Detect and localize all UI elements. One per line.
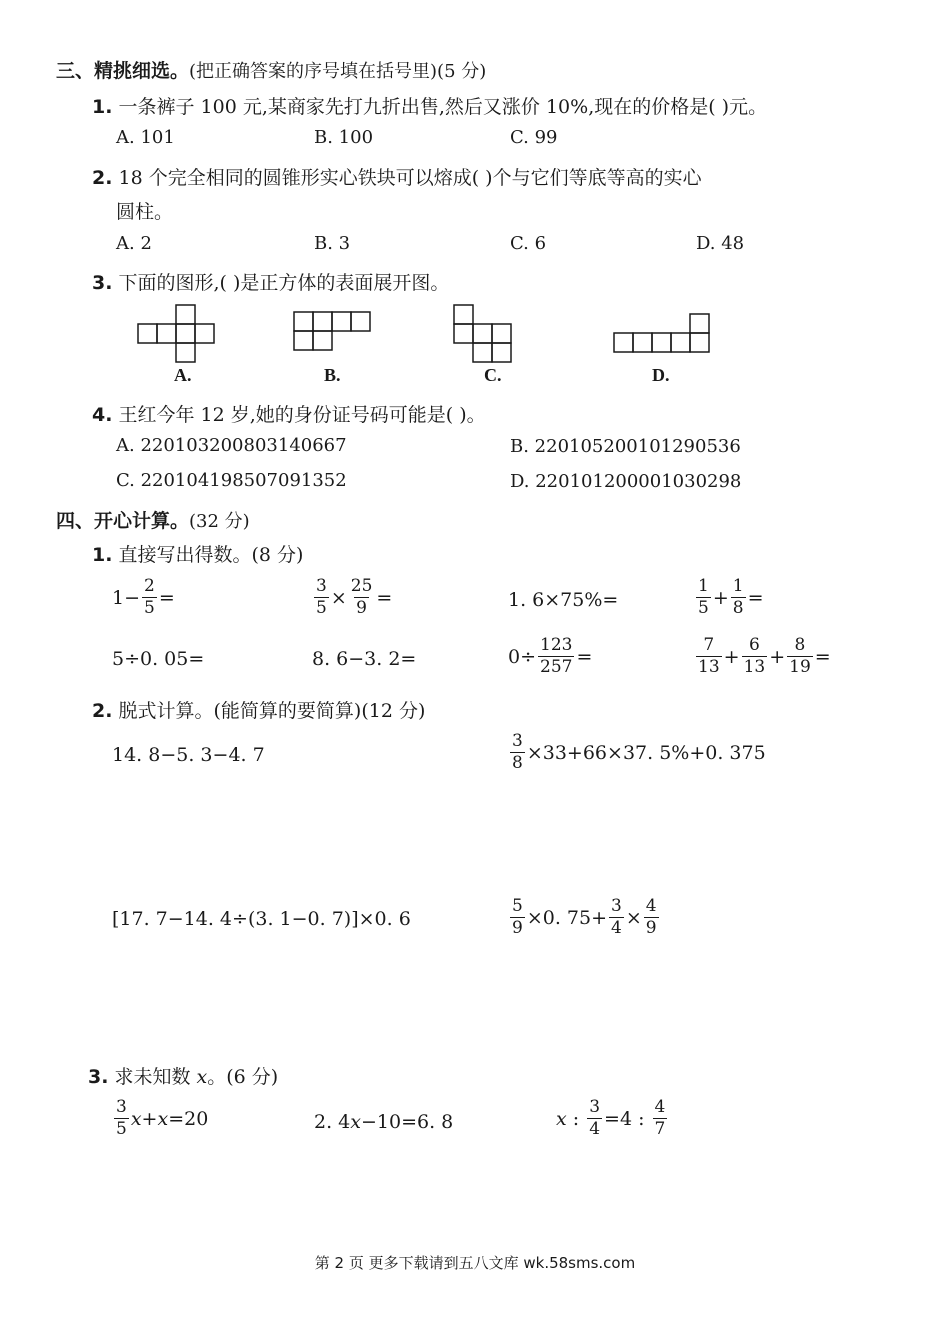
part-2-heading (92, 696, 425, 723)
net-figure-c (452, 304, 514, 364)
option-b: B. 100 (314, 127, 374, 148)
oral-calc-2: $\frac{3}{5}$ × $\frac{25}{9}$ = (316, 576, 393, 618)
question-number: 3. (92, 272, 113, 294)
option-a: A. 101 (116, 127, 175, 148)
fraction: $\frac{5}{9}$ (512, 896, 523, 938)
part-3-heading: 3. 求未知数 x。(6 分) (88, 1066, 279, 1088)
equation-3: x : $\frac{3}{4}$ =4 : $\frac{4}{7}$ (556, 1097, 666, 1139)
part-1-heading (92, 540, 303, 567)
oral-calc-5: 5÷0. 05= (112, 648, 205, 670)
section-3-note: (把正确答案的序号填在括号里)(5 分) (189, 61, 487, 82)
fraction: $\frac{7}{13}$ (698, 635, 720, 677)
section-4-heading (56, 506, 250, 533)
part-text: 脱式计算。(能简算的要简算)(12 分) (118, 700, 426, 722)
oral-calc-6: 8. 6−3. 2= (312, 648, 417, 670)
net-label-c: C. (484, 365, 502, 385)
page-footer: 第 2 页 更多下载请到五八文库 wk.58sms.com (314, 1254, 636, 1272)
oral-calc-7: 0÷ $\frac{123}{257}$ = (508, 635, 593, 677)
question-3 (92, 268, 449, 295)
question-number: 1. (92, 96, 113, 118)
question-4 (92, 400, 486, 427)
option-d: D. 48 (696, 233, 745, 254)
fraction: $\frac{1}{8}$ (732, 576, 744, 618)
option-a: A. 2 (116, 233, 152, 254)
part-text: 求未知数 (114, 1066, 197, 1088)
fraction: $\frac{3}{5}$ (116, 1097, 127, 1139)
step-calc-4: $\frac{5}{9}$ ×0. 75+ $\frac{3}{4}$ × $\frac{4}{9}$ (512, 896, 657, 938)
oral-calc-4: $\frac{1}{5}$ + $\frac{1}{8}$ = (698, 576, 764, 618)
oral-calc-8: $\frac{7}{13}$ + $\frac{6}{13}$ + $\frac{8}{19}$ = (698, 635, 831, 677)
fraction: $\frac{25}{9}$ (350, 576, 373, 618)
net-figure-a (136, 304, 216, 364)
question-number: 2. (92, 167, 113, 189)
question-number: 4. (92, 404, 113, 426)
fraction: $\frac{123}{257}$ (540, 635, 573, 677)
oral-calc-3: 1. 6×75%= (508, 589, 619, 611)
net-label-b: B. (324, 365, 341, 385)
option-c: C. 220104198507091352 (116, 470, 347, 491)
part-text: 直接写出得数。(8 分) (118, 544, 304, 566)
fraction: $\frac{4}{7}$ (654, 1097, 666, 1139)
section-4-note: (32 分) (189, 511, 250, 532)
net-figure-b (292, 310, 372, 352)
step-calc-2: $\frac{3}{8}$ ×33+66×37. 5%+0. 375 (512, 731, 766, 773)
part-number: 3. (88, 1066, 109, 1088)
option-c: C. 99 (510, 127, 558, 148)
option-b: B. 3 (314, 233, 351, 254)
question-text: 王红今年 12 岁,她的身份证号码可能是( )。 (118, 404, 486, 426)
section-3-title: 三、精挑细选。 (56, 60, 190, 82)
question-2 (92, 163, 702, 190)
fraction: $\frac{6}{13}$ (743, 635, 766, 677)
option-c: C. 6 (510, 233, 547, 254)
part-number: 2. (92, 700, 113, 722)
option-a: A. 220103200803140667 (116, 435, 347, 456)
fraction: $\frac{2}{5}$ (144, 576, 155, 618)
question-text-cont: 圆柱。 (116, 201, 174, 223)
fraction: $\frac{8}{19}$ (789, 635, 811, 677)
step-calc-1: 14. 8−5. 3−4. 7 (112, 744, 265, 766)
oral-calc-1: 1− $\frac{2}{5}$ = (112, 576, 175, 618)
fraction: $\frac{3}{5}$ (316, 576, 327, 618)
equation-1: $\frac{3}{5}$ x + x =20 (116, 1097, 209, 1139)
fraction: $\frac{3}{8}$ (512, 731, 523, 773)
fraction: $\frac{1}{5}$ (698, 576, 709, 618)
section-3-heading (56, 56, 486, 83)
fraction: $\frac{3}{4}$ (611, 896, 622, 938)
question-text: 下面的图形,( )是正方体的表面展开图。 (118, 272, 450, 294)
fraction: $\frac{4}{9}$ (645, 896, 657, 938)
net-label-d: D. (652, 365, 670, 385)
question-text: 一条裤子 100 元,某商家先打九折出售,然后又涨价 10%,现在的价格是( )元。 (118, 96, 768, 118)
option-b: B. 220105200101290536 (510, 436, 741, 457)
net-figure-d (612, 312, 712, 354)
fraction: $\frac{3}{4}$ (589, 1097, 601, 1139)
section-4-title: 四、开心计算。 (56, 510, 190, 532)
option-d: D. 220101200001030298 (510, 471, 742, 492)
question-text: 18 个完全相同的圆锥形实心铁块可以熔成( )个与它们等底等高的实心 (118, 167, 702, 189)
part-number: 1. (92, 544, 113, 566)
net-label-a: A. (174, 365, 192, 385)
equation-2: 2. 4 x −10=6. 8 (314, 1111, 454, 1133)
question-1 (92, 92, 767, 119)
step-calc-3: [17. 7−14. 4÷(3. 1−0. 7)]×0. 6 (112, 908, 411, 930)
